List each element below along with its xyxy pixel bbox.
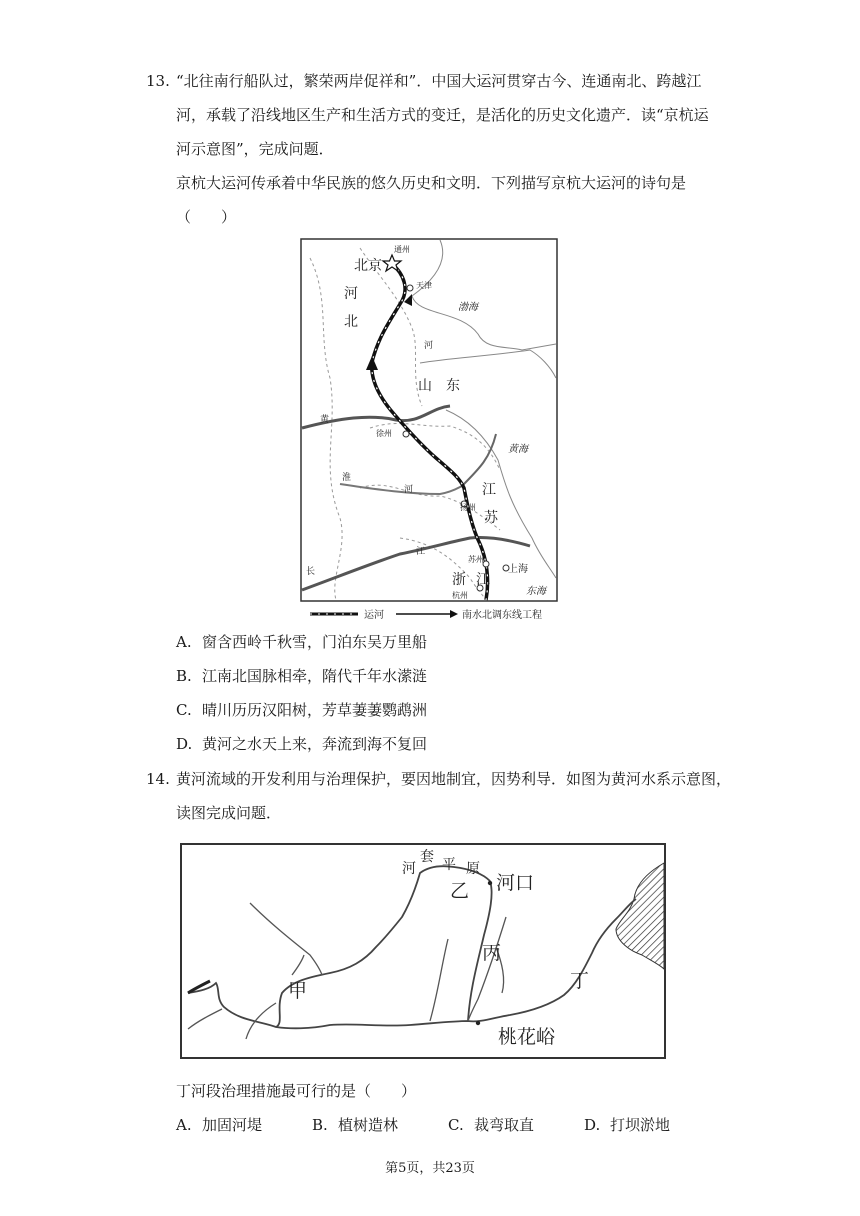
label-jiang2: 江: [416, 547, 426, 557]
label-tianjin: 天津: [416, 281, 432, 290]
label-jia: 甲: [288, 980, 308, 1002]
label-jiang3: 江: [476, 572, 490, 588]
question-13-line-2: 河，承载了沿线地区生产和生活方式的变迁，是活化的历史文化遗产．读“京杭运: [176, 106, 709, 124]
label-yuan: 原: [466, 861, 480, 877]
label-shandong-shan: 山: [418, 378, 432, 394]
label-suzhou: 苏州: [468, 555, 484, 564]
question-14-prompt: 丁河段治理措施最可行的是（ ）: [176, 1082, 417, 1100]
q13-option-b: B. 江南北国脉相牵，隋代千年水潆涟: [176, 667, 428, 685]
label-bohai: 渤海: [458, 302, 478, 313]
grand-canal-map: [300, 238, 558, 624]
label-shanghai: 上海: [508, 564, 528, 575]
label-he: 河: [402, 861, 416, 877]
q14-option-c: C. 裁弯取直: [448, 1116, 535, 1134]
label-huang: 黄: [320, 415, 330, 425]
label-tao: 套: [420, 849, 434, 865]
legend-canal-label: 运河: [364, 610, 384, 621]
label-he3: 河: [404, 485, 414, 495]
yellow-river-map: [180, 843, 666, 1061]
label-bei: 北: [344, 314, 358, 330]
label-hangzhou: 杭州: [452, 591, 468, 600]
label-jiang: 江: [482, 482, 496, 498]
question-14-number: 14.: [146, 770, 170, 788]
xuzhou-city-dot: [403, 431, 409, 437]
label-chang: 长: [306, 567, 316, 577]
q13-option-c: C. 晴川历历汉阳树，芳草萋萋鹦鹉洲: [176, 701, 428, 719]
q14-option-b: B. 植树造林: [312, 1116, 399, 1134]
q13-option-a: A. 窗含西岭千秋雪，门泊东吴万里船: [176, 633, 428, 651]
tianjin-city-dot: [407, 285, 413, 291]
question-13-line-4: 京杭大运河传承着中华民族的悠久历史和文明．下列描写京杭大运河的诗句是: [176, 174, 687, 192]
q13-option-d: D. 黄河之水天上来，奔流到海不复回: [176, 735, 428, 753]
label-ping: 平: [442, 857, 456, 873]
label-beijing: 北京: [354, 258, 382, 274]
label-ding: 丁: [570, 970, 590, 992]
label-huai: 淮: [342, 473, 352, 483]
question-13-line-3: 河示意图”，完成问题．: [176, 140, 334, 158]
label-yi: 乙: [450, 880, 470, 902]
page-footer: 第5页，共23页: [385, 1161, 475, 1176]
taohuayu-point: [476, 1021, 480, 1025]
question-14-line-2: 读图完成问题．: [176, 804, 282, 822]
legend-project-label: 南水北调东线工程: [462, 610, 542, 621]
question-13-answer-blank: （ ）: [176, 208, 237, 226]
label-he: 河: [344, 286, 358, 302]
question-14-line-1: 黄河流域的开发利用与治理保护，要因地制宜，因势利导．如图为黄河水系示意图，: [176, 770, 732, 788]
label-zhe: 浙: [452, 572, 466, 588]
label-su: 苏: [484, 510, 498, 526]
label-tongzhou: 通州: [394, 245, 410, 254]
label-donghai: 东海: [526, 586, 546, 597]
label-shandong-dong: 东: [446, 378, 460, 394]
label-taohuayu: 桃花峪: [498, 1026, 556, 1048]
question-13-line-1: “北往南行船队过，繁荣两岸促祥和”．中国大运河贯穿古今、连通南北、跨越江: [176, 72, 702, 90]
label-hekou: 河口: [496, 872, 535, 894]
question-13-number: 13.: [146, 72, 170, 90]
label-he2: 河: [424, 341, 434, 351]
label-huanghai: 黄海: [508, 444, 528, 455]
hekou-point: [488, 881, 492, 885]
label-xuzhou: 徐州: [376, 429, 392, 438]
q14-option-d: D. 打坝淤地: [584, 1116, 671, 1134]
label-bing: 丙: [482, 942, 502, 964]
label-yangzhou: 扬州: [460, 503, 476, 512]
q14-option-a: A. 加固河堤: [176, 1116, 263, 1134]
